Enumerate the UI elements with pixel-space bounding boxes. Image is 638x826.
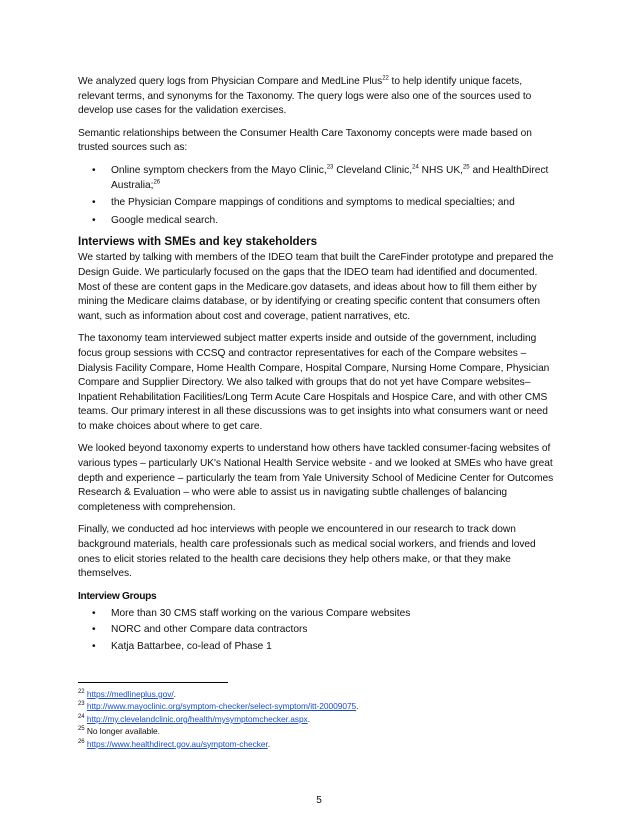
footnote-link[interactable]: https://medlineplus.gov/ bbox=[86, 689, 174, 699]
body-content bbox=[78, 75, 556, 661]
list-item: • the Physician Compare mappings of conditions and symptoms to medical specialties; and bbox=[78, 196, 556, 211]
section-paragraph: We looked beyond taxonomy experts to understand how others have tackled consumer-facing websites of various types – particularly UK's National Health Service website - and we looked at SMEs who have great depth and experience – particularly the team from Yale University School of Medicine Center for Outcomes Research & Evaluation – who were able to assist us in navigating subtle challenges of balancing completeness with comprehension. bbox=[78, 443, 554, 513]
bullet-icon: • bbox=[92, 641, 96, 652]
interview-groups-list bbox=[78, 607, 556, 655]
footnote: $^{25}$ No longer available. bbox=[78, 726, 160, 737]
footnote-ref[interactable]: 26 bbox=[153, 179, 161, 186]
list-item: • NORC and other Compare data contractors bbox=[78, 623, 556, 638]
section-heading: Interviews with SMEs and key stakeholders bbox=[78, 235, 318, 249]
bullet-icon: • bbox=[92, 197, 96, 209]
subsection-heading: Interview Groups bbox=[78, 590, 157, 602]
trusted-sources-paragraph: Semantic relationships between the Consumer Health Care Taxonomy concepts were made based on trusted sources such as: bbox=[78, 127, 532, 154]
footnote-link[interactable]: https://www.healthdirect.gov.au/symptom-checker bbox=[86, 738, 268, 749]
footnote-ref[interactable]: 24 bbox=[412, 164, 419, 171]
footnote-link[interactable]: http://my.clevelandclinic.org/health/mysymptomchecker.aspx bbox=[86, 713, 308, 724]
bullet-icon: • bbox=[92, 607, 96, 619]
intro-paragraph: We analyzed query logs from Physician Compare and MedLine Plus$^{22}$ to help identify unique facets, relevant terms, and synonyms for the Taxonomy. The query logs were also one of the sources used to develop use cases for the validation exercises. bbox=[78, 75, 532, 117]
section-paragraph: Finally, we conducted ad hoc interviews with people we encountered in our research to track down background materials, health care professionals such as medical social workers, and friends and loved ones to elicit stories related to the health care decisions they help others make, or that they make themselves. bbox=[78, 524, 536, 580]
trusted-sources-list bbox=[78, 164, 556, 228]
list-item: • Online symptom checkers from the Mayo Clinic,$^{23}$ Cleveland Clinic,$^{24}$ NHS UK,$^{25}$ and HealthDirect Australia;$^{26}$ bbox=[92, 164, 549, 191]
footnote-ref[interactable]: 22 bbox=[382, 75, 389, 82]
bullet-icon: • bbox=[92, 164, 96, 176]
list-item: • Katja Battarbee, co-lead of Phase 1 bbox=[78, 640, 556, 655]
footnote-divider bbox=[78, 682, 228, 683]
list-item: • More than 30 CMS staff working on the various Compare websites bbox=[78, 607, 556, 622]
list-item: • Google medical search. bbox=[78, 214, 556, 229]
footnotes bbox=[78, 688, 558, 750]
footnote-ref[interactable]: 25 bbox=[462, 164, 470, 171]
footnote: $^{23}$ http://www.mayoclinic.org/symptom-checker/select-symptom/itt-20009075. bbox=[78, 701, 359, 712]
page-number: 5 bbox=[316, 795, 322, 806]
section-paragraph: We started by talking with members of the IDEO team that built the CareFinder prototype and prepared the Design Guide. We particularly focused on the gaps that the IDEO team had identified and documented. Most of these are content gaps in the Medicare.gov datasets, and ideas about how to fill them either by mining the Medicare claims database, or by identifying or creating specific content that consumers often want, such as information about cost and coverage, patient narratives, etc. bbox=[78, 252, 554, 322]
bullet-icon: • bbox=[92, 624, 96, 636]
footnote: $^{22}$ https://medlineplus.gov/. bbox=[78, 689, 176, 699]
section-paragraph: The taxonomy team interviewed subject matter experts inside and outside of the government, including focus group sessions with CCSQ and contractor representatives for each of the Compare websites – Dialysis Facility Compare, Home Health Compare, Hospital Compare, Nursing Home Compare, Physician Compare and Supplier Directory. We also talked with groups that do not yet have Compare websites– Inpatient Rehabilitation Facilities/Long Term Acute Care Hospitals and Hospice Care, and with other CMS teams. Our primary interest in all these discussions was to get insights into what consumers want or need to make choices about where to get care. bbox=[78, 333, 550, 432]
footnote-link[interactable]: http://www.mayoclinic.org/symptom-checker/select-symptom/itt-20009075 bbox=[86, 701, 357, 712]
footnote-ref[interactable]: 23 bbox=[326, 164, 334, 171]
footnote: $^{26}$ https://www.healthdirect.gov.au/symptom-checker. bbox=[78, 738, 271, 749]
footnote: $^{24}$ http://my.clevelandclinic.org/health/mysymptomchecker.aspx. bbox=[78, 713, 310, 724]
bullet-icon: • bbox=[92, 214, 96, 226]
